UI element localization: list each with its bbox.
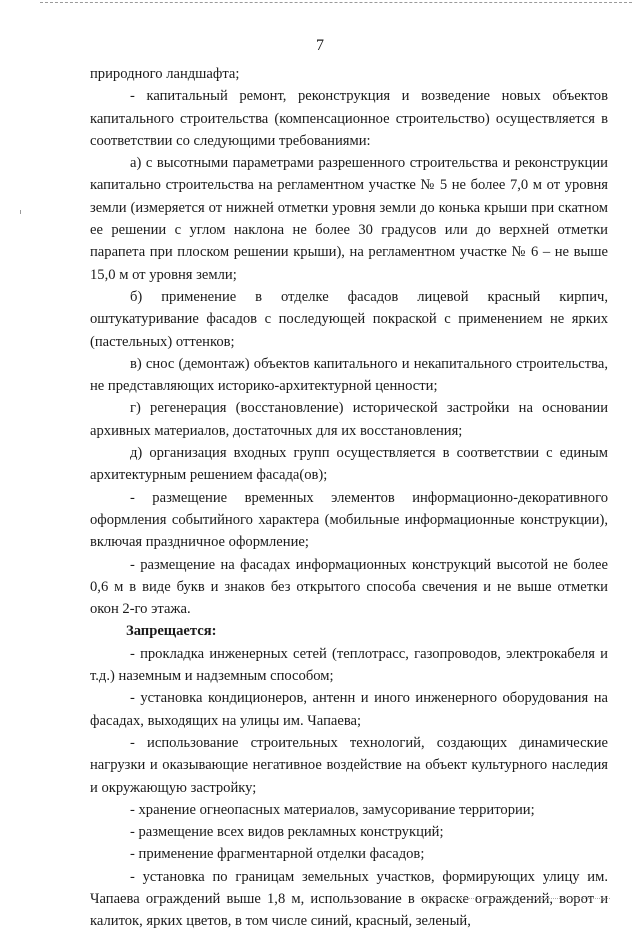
page-number: 7 [316,37,324,54]
paragraph-landscape-continuation: природного ландшафта; [90,66,240,82]
prohibited-item-utility-networks: - прокладка инженерных сетей (теплотрасс, газопроводов, электрокабеля и т.д.) наземным и надземным способом; [90,645,608,685]
paragraph-temporary-decor: - размещение временных элементов информационно-декоративного оформления событийного характера (мобильные информационные конструкции), включая праздничное оформление; [90,489,608,551]
scan-margin-mark [20,210,21,214]
requirement-a-height: а) с высотными параметрами разрешенного строительства и реконструкции капитально строительства на регламентном участке № 5 не более 7,0 м от уровня земли (измеряется от нижней отметки уровня земли до конька крыши при скатном ее решении с углом наклона не более 30 градусов или до верхней отметки парапета при плоском решении крыши), на регламентном участке № 6 – не выше 15,0 м от уровня земли; [90,155,608,283]
requirement-g-regeneration: г) регенерация (восстановление) исторической застройки на основании архивных материалов, достаточных для их восстановления; [90,400,608,439]
prohibited-heading: Запрещается: [126,623,217,640]
requirement-v-demolition: в) снос (демонтаж) объектов капитального и некапитального строительства, не представляющих историко-архитектурной ценности; [90,355,608,395]
scan-top-edge [40,2,632,3]
paragraph-capital-repair: - капитальный ремонт, реконструкция и возведение новых объектов капитального строительства (компенсационное строительство) осуществляется в соответствии со следующими требованиями: [90,88,608,149]
document-body [90,63,608,933]
paragraph-information-signs: - размещение на фасадах информационных конструкций высотой не более 0,6 м в виде букв и знаков без открытого способа свечения и не выше отметки окон 2-го этажа. [90,556,608,618]
prohibited-item-advertising: - размещение всех видов рекламных конструкций; [130,824,444,841]
prohibited-item-dynamic-loads: - использование строительных технологий, создающих динамические нагрузки и оказывающие негативное воздействие на объект культурного наследия и окружающую застройку; [90,734,608,796]
prohibited-item-fences: - установка по границам земельных участков, формирующих улицу им. Чапаева ограждений выше 1,8 м, использование в окраске ограждений, ворот и калиток, ярких цветов, в том числе синий, красный, зеленый, [90,868,608,930]
requirement-d-entrance-groups: д) организация входных групп осуществляется в соответствии с единым архитектурным решением фасада(ов); [90,445,608,484]
prohibited-item-flammable-storage: - хранение огнеопасных материалов, замусоривание территории; [130,801,535,818]
prohibited-item-air-conditioners: - установка кондиционеров, антенн и иного инженерного оборудования на фасадах, выходящих на улицы им. Чапаева; [90,690,608,729]
prohibited-item-fragmentary-finish: - применение фрагментарной отделки фасадов; [130,846,425,863]
requirement-b-facade-finish: б) применение в отделке фасадов лицевой красный кирпич, оштукатуривание фасадов с последующей покраской с применением не ярких (пастельных) оттенков; [90,288,608,350]
scan-bottom-edge [420,898,610,899]
